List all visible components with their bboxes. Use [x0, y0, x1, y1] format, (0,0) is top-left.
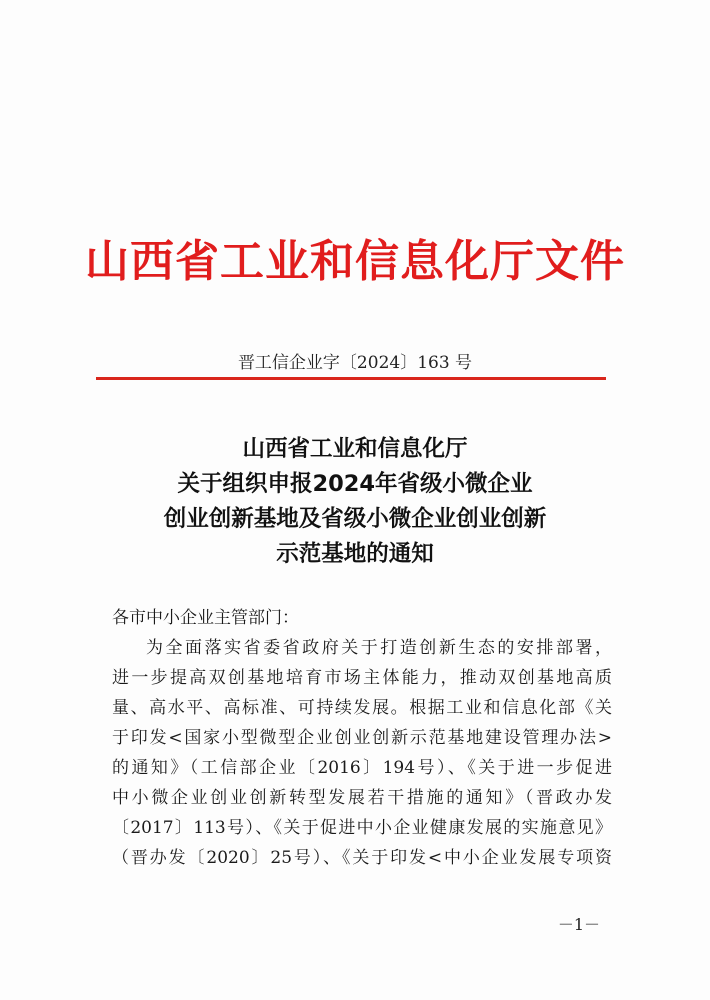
body-line: 的通知》（工信部企业〔2016〕194号）、《关于进一步促进	[112, 758, 612, 778]
body-line: 〔2017〕113号）、《关于促进中小企业健康发展的实施意见》	[112, 818, 612, 838]
notice-body	[112, 603, 612, 873]
salutation: 各市中小企业主管部门：	[112, 608, 299, 628]
body-line: 于印发<国家小型微型企业创业创新示范基地建设管理办法>	[112, 728, 612, 748]
document-number: 晋工信企业字〔2024〕163 号	[237, 353, 473, 373]
masthead-title: 山西省工业和信息化厅文件	[85, 236, 625, 287]
body-line: 量、高水平、高标准、可持续发展。根据工业和信息化部《关	[112, 698, 612, 718]
red-divider-line	[96, 377, 606, 380]
title-line: 示范基地的通知	[276, 541, 434, 567]
title-line: 创业创新基地及省级小微企业创业创新	[163, 506, 547, 532]
title-line: 山西省工业和信息化厅	[242, 436, 468, 462]
title-line: 关于组织申报2024年省级小微企业	[177, 471, 533, 497]
body-line: 中小微企业创业创新转型发展若干措施的通知》（晋政办发	[112, 788, 612, 808]
body-line: （晋办发〔2020〕25号）、《关于印发<中小企业发展专项资	[112, 848, 612, 868]
body-line: 为全面落实省委省政府关于打造创新生态的安排部署，	[146, 638, 612, 658]
body-line: 进一步提高双创基地培育市场主体能力，推动双创基地高质	[112, 668, 612, 688]
notice-title	[60, 432, 650, 572]
page-number: －1－	[557, 915, 600, 934]
